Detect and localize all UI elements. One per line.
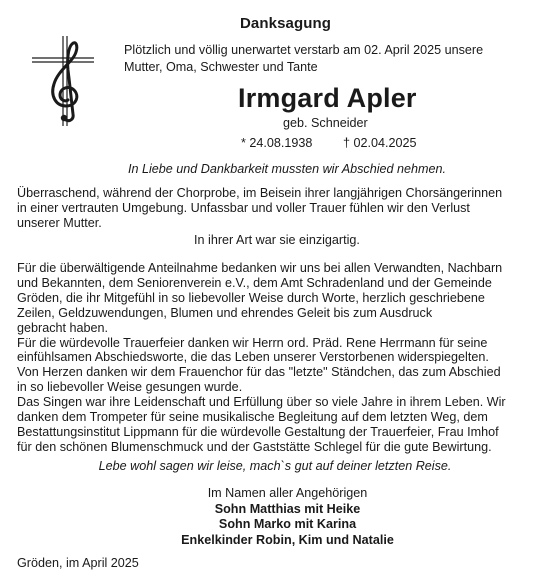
intro-line: Mutter, Oma, Schwester und Tante bbox=[124, 60, 318, 74]
text-line: Zeilen, Geldzuwendungen, Blumen und ehrendes Geleit bis zum Ausdruck bbox=[17, 305, 433, 320]
tribute-line: In ihrer Art war sie einzigartig. bbox=[194, 233, 360, 247]
text-line: Gröden, die ihr Mitgefühl in so liebevoller Weise durch Worte, herzlich geschriebene bbox=[17, 290, 485, 305]
text-line: Für die würdevolle Trauerfeier danken wir Herrn ord. Präd. Rene Herrmann für seine bbox=[17, 335, 488, 350]
text-line: Das Singen war ihre Leidenschaft und Erfüllung über so viele Jahre in ihrem Leben. Wir bbox=[17, 395, 506, 410]
notice-heading: Danksagung bbox=[240, 15, 332, 32]
farewell-line: Lebe wohl sagen wir leise, mach`s gut auf deiner letzten Reise. bbox=[98, 459, 452, 473]
paragraph-2 bbox=[17, 261, 537, 455]
text-line: Überraschend, während der Chorprobe, im Beisein ihrer langjährigen Chorsängerinnen bbox=[17, 186, 503, 200]
death-date: † 02.04.2025 bbox=[343, 136, 417, 150]
signature-intro: Im Namen aller Angehörigen bbox=[207, 486, 368, 500]
motto-line: In Liebe und Dankbarkeit mussten wir Abschied nehmen. bbox=[127, 162, 447, 176]
signature-block bbox=[0, 486, 550, 548]
text-line: Bestattungsinstitut Lippmann für die würdevolle Gestaltung der Trauerfeier, Frau Imhof bbox=[17, 424, 499, 439]
text-line: in so liebevoller Weise gesungen wurde. bbox=[17, 380, 243, 395]
deceased-name: Irmgard Apler bbox=[238, 83, 417, 113]
signature-name: Sohn Matthias mit Heike bbox=[214, 501, 361, 516]
text-line: für den schönen Blumenschmuck und der Gaststätte Schlegel für die gute Bewirtung. bbox=[17, 439, 492, 454]
text-line: in einer vertrauten Umgebung. Unfassbar und voller Trauer fühlen wir den Verlust bbox=[17, 200, 470, 215]
text-line: gebracht haben. bbox=[17, 320, 109, 335]
maiden-name: geb. Schneider bbox=[283, 116, 368, 130]
place-date: Gröden, im April 2025 bbox=[17, 556, 139, 570]
text-line: Von Herzen danken wir dem Frauenchor für das "letzte" Ständchen, das zum Abschied bbox=[17, 365, 501, 380]
text-line: unserer Mutter. bbox=[17, 215, 102, 230]
text-line: einfühlsamen Abschiedsworte, die das Leben unserer Verstorbenen widerspiegelten. bbox=[17, 350, 489, 365]
birth-date: * 24.08.1938 bbox=[241, 136, 313, 150]
cross-with-treble-clef-icon bbox=[30, 34, 96, 128]
intro-text bbox=[124, 42, 544, 76]
text-line: Für die überwältigende Anteilnahme bedanken wir uns bei allen Verwandten, Nachbarn bbox=[17, 261, 503, 275]
text-line: und Bekannten, dem Seniorenverein e.V., dem Amt Schradenland und der Gemeinde bbox=[17, 275, 492, 290]
signature-name: Sohn Marko mit Karina bbox=[218, 517, 357, 531]
text-line: danken dem Trompeter für seine musikalische Begleitung auf dem letzten Weg, dem bbox=[17, 410, 488, 425]
intro-line: Plötzlich und völlig unerwartet verstarb am 02. April 2025 unsere bbox=[124, 43, 484, 57]
paragraph-1 bbox=[17, 186, 537, 231]
signature-name: Enkelkinder Robin, Kim und Natalie bbox=[181, 532, 394, 547]
